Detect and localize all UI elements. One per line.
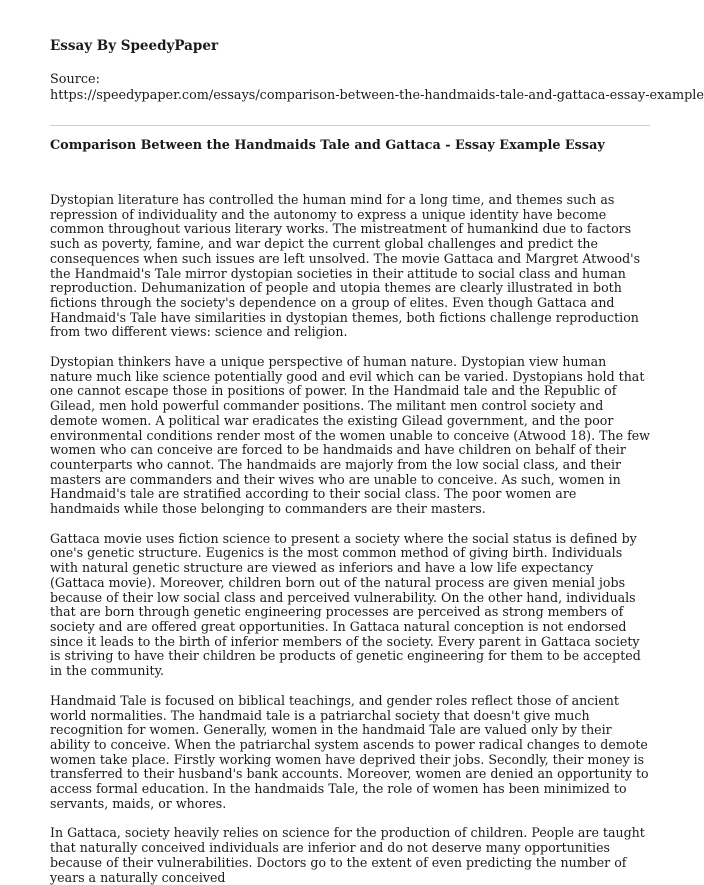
source-label: Source: <box>50 72 100 87</box>
essay-paragraph-3: Gattaca movie uses fiction science to present a society where the social status is defined by one's genetic structure. Eugenics is the most common method of giving birth. Individuals with natural genetic structure are viewed as inferiors and have a low life expectancy (Gattaca movie). Moreover, children born out of the natural process are given menial jobs because of their low social class and perceived vulnerability. On the other hand, individuals that are born through genetic engineering processes are perceived as strong members of society and are offered great opportunities. In Gattaca natural conception is not endorsed since it leads to the birth of inferior members of the society. Every parent in Gattaca society is striving to have their children be products of genetic engineering for them to be accepted in the community. <box>50 530 641 679</box>
essay-title: Comparison Between the Handmaids Tale and Gattaca - Essay Example Essay <box>50 138 605 153</box>
header-divider <box>50 125 650 126</box>
essay-paragraph-4: Handmaid Tale is focused on biblical teachings, and gender roles reflect those of ancient world normalities. The handmaid tale is a patriarchal society that doesn't give much recognition for women. Generally, women in the handmaid Tale are valued only by their ability to conceive. When the patriarchal system ascends to power radical changes to demote women take place. Firstly working women have deprived their jobs. Secondly, their money is transferred to their husband's bank accounts. Moreover, women are denied an opportunity to access formal education. In the handmaids Tale, the role of women has been minimized to servants, maids, or whores. <box>50 692 649 811</box>
essay-paragraph-5: In Gattaca, society heavily relies on science for the production of children. People are taught that naturally conceived individuals are inferior and do not deserve many opportunities because of their vulnerabilities. Doctors go to the extent of even predicting the number of years a naturally conceived <box>50 825 645 885</box>
source-url: https://speedypaper.com/essays/comparison-between-the-handmaids-tale-and-gattaca-essay-example <box>50 88 704 103</box>
essay-paragraph-2: Dystopian thinkers have a unique perspective of human nature. Dystopian view human nature much like science potentially good and evil which can be varied. Dystopians hold that one cannot escape those in positions of power. In the Handmaid tale and the Republic of Gilead, men hold powerful commander positions. The militant men control society and demote women. A political war eradicates the existing Gilead government, and the poor environmental conditions render most of the women unable to conceive (Atwood 18). The few women who can conceive are forced to be handmaids and have children on behalf of their counterparts who cannot. The handmaids are majorly from the low social class, and their masters are commanders and their wives who are unable to conceive. As such, women in Handmaid's tale are stratified according to their social class. The poor women are handmaids while those belonging to commanders are their masters. <box>50 354 650 517</box>
document-header-title: Essay By SpeedyPaper <box>50 38 219 54</box>
essay-paragraph-1: Dystopian literature has controlled the human mind for a long time, and themes such as repression of individuality and the autonomy to express a unique identity have become common throughout various literary works. The mistreatment of humankind due to factors such as poverty, famine, and war depict the current global challenges and predict the consequences when such issues are left unsolved. The movie Gattaca and Margret Atwood's the Handmaid's Tale mirror dystopian societies in their attitude to social class and human reproduction. Dehumanization of people and utopia themes are clearly illustrated in both fictions through the society's dependence on a group of elites. Even though Gattaca and Handmaid's Tale have similarities in dystopian themes, both fictions challenge reproduction from two different views: science and religion. <box>50 192 641 340</box>
